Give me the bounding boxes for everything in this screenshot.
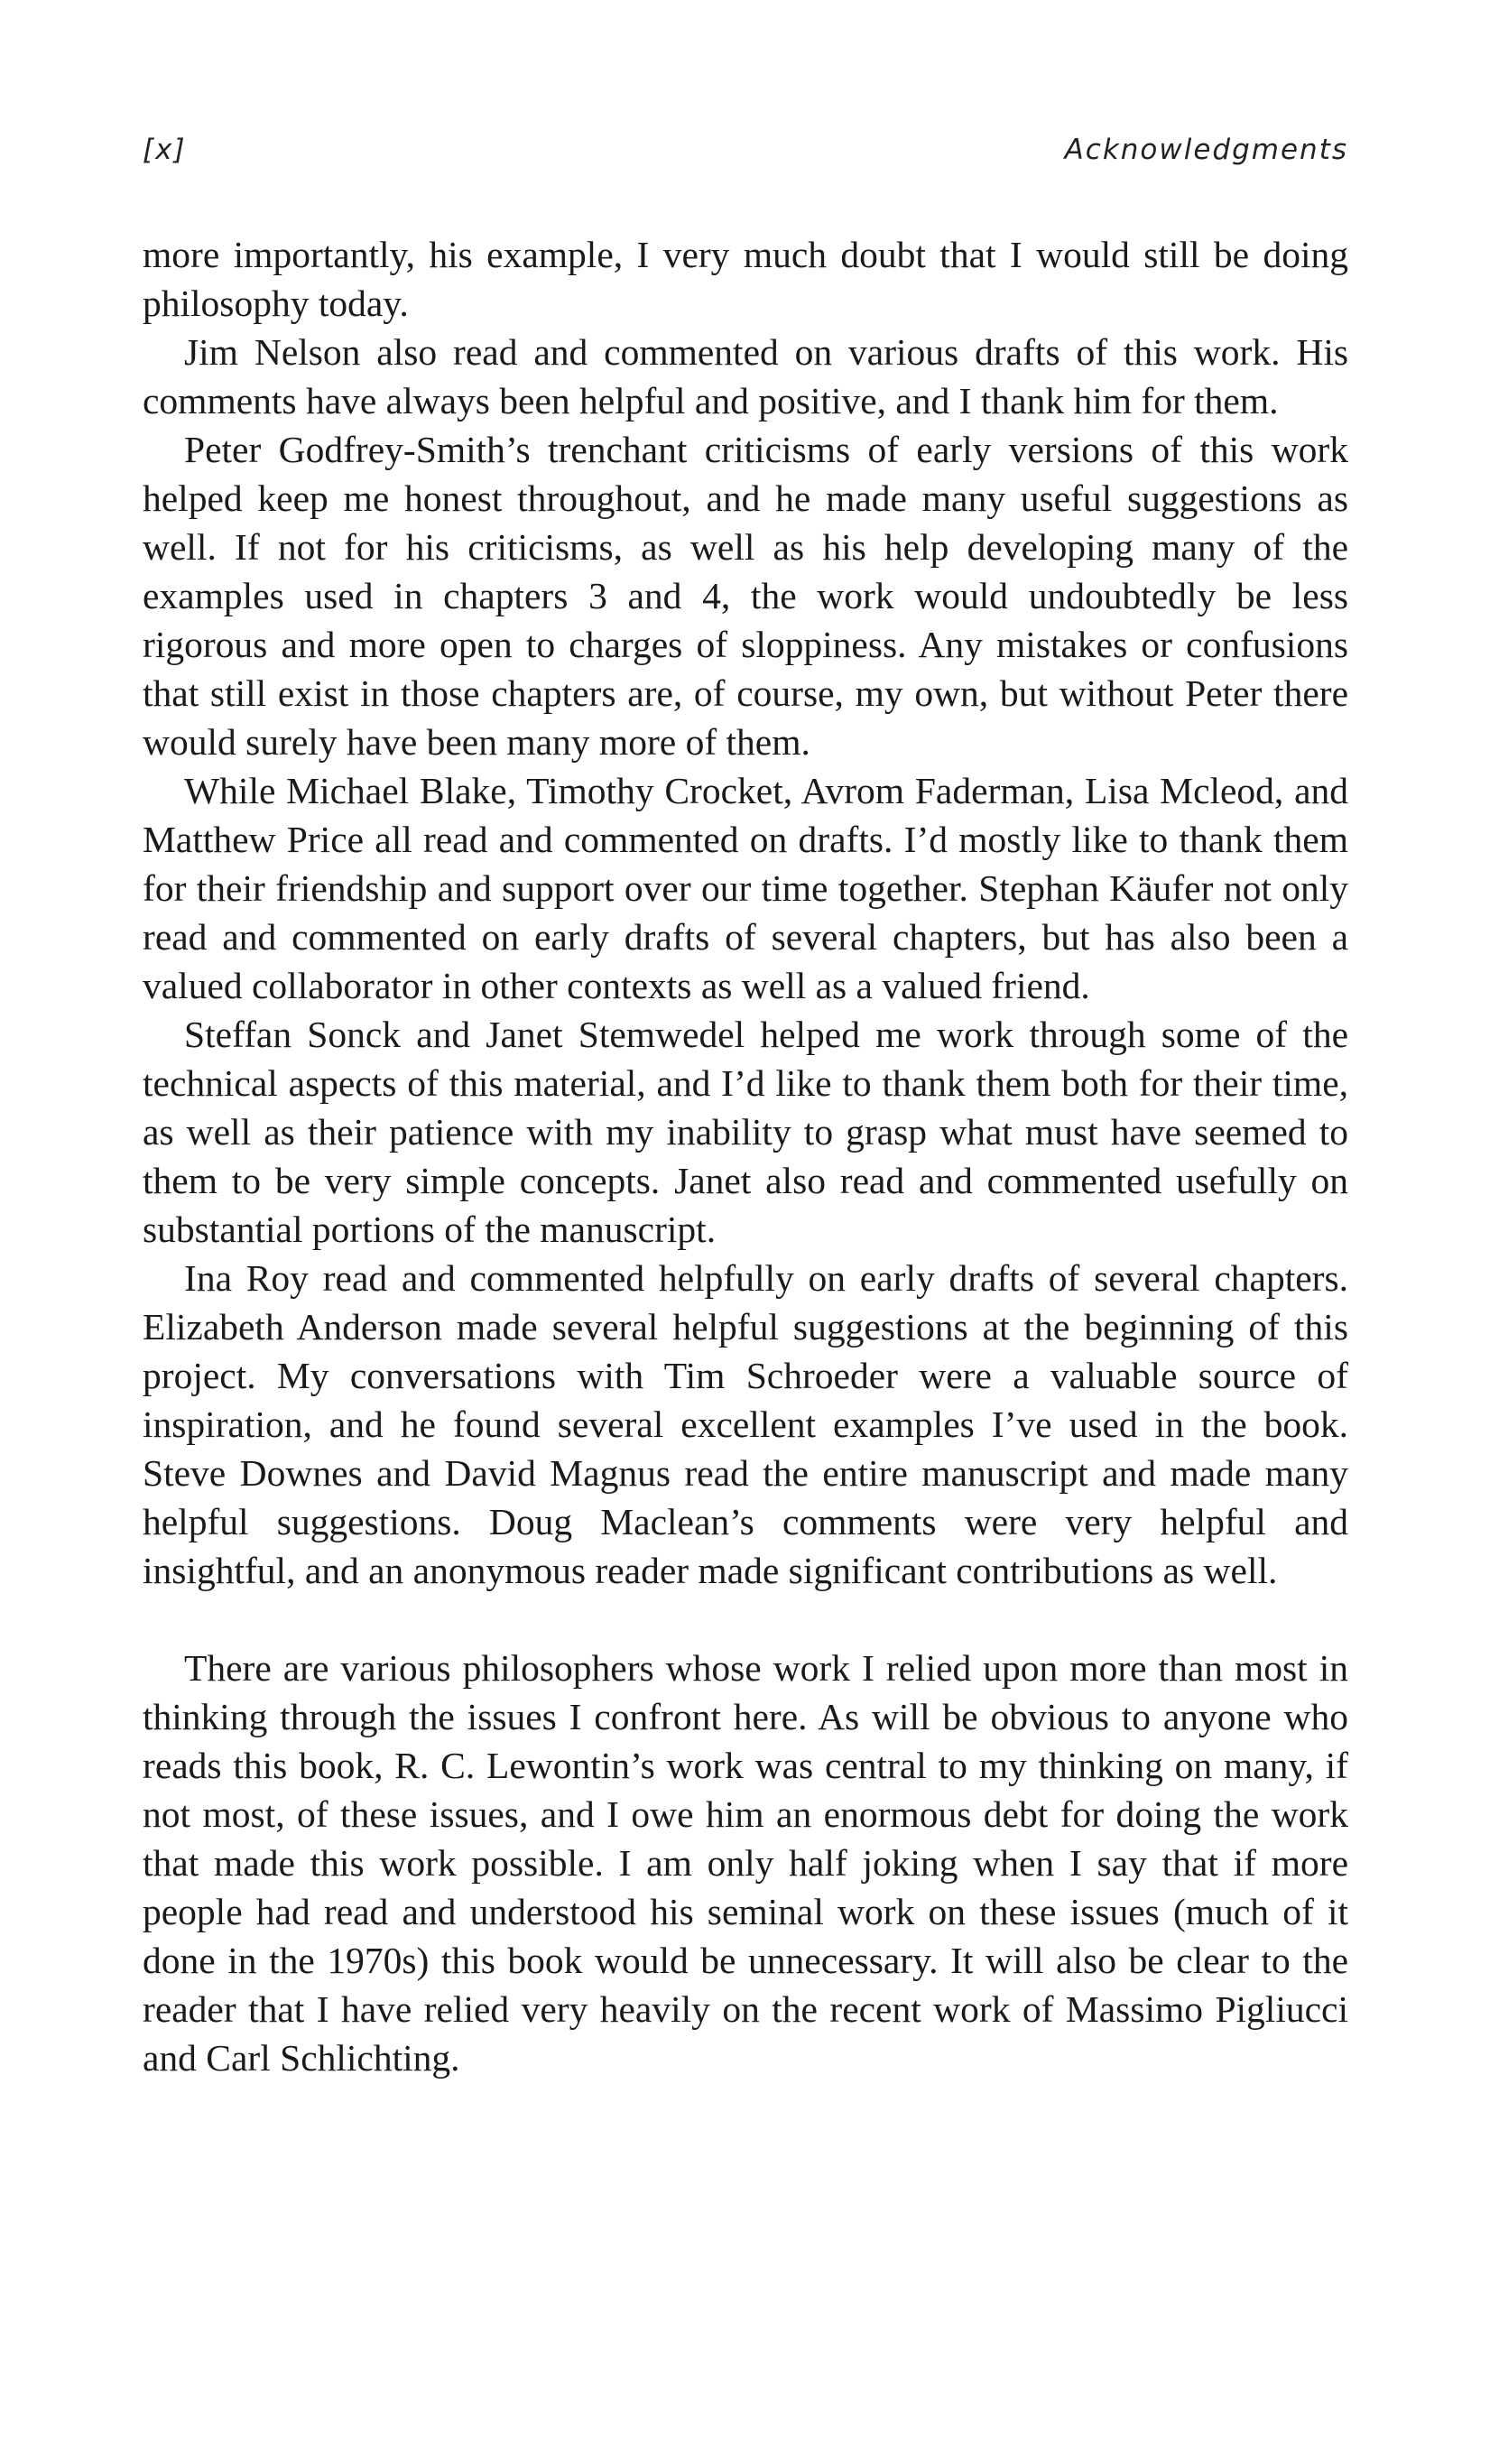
running-header — [143, 134, 1348, 179]
paragraph-readers: Ina Roy read and commented helpfully on early drafts of several chapters. Elizabeth Anderson made several helpful suggestions at the beginning of this project. My conversations with Tim Schroeder were a valuable source of inspiration, and he found several excellent examples I’ve used in the book. Steve Downes and David Magnus read the entire manuscript and made many helpful suggestions. Doug Maclean’s comments were very helpful and insightful, and an anonymous reader made significant contributions as well. — [143, 1257, 1348, 1591]
paragraph-peter-godfrey-smith: Peter Godfrey-Smith’s trenchant criticisms of early versions of this work helped keep me honest throughout, and he made many useful suggestions as well. If not for his criticisms, as well as his help developing many of the examples used in chapters 3 and 4, the work would undoubtedly be less rigorous and more open to charges of sloppiness. Any mistakes or confusions that still exist in those chapters are, of course, my own, but without Peter there would surely have been many more of them. — [143, 429, 1348, 763]
paragraph-influences: There are various philosophers whose work I relied upon more than most in thinking through the issues I confront here. As will be obvious to anyone who reads this book, R. C. Lewontin’s work was central to my thinking on many, if not most, of these issues, and I owe him an enormous debt for doing the work that made this work possible. I am only half joking when I say that if more people had read and understood his seminal work on these issues (much of it done in the 1970s) this book would be unnecessary. It will also be clear to the reader that I have relied very heavily on the recent work of Massimo Pigliucci and Carl Schlichting. — [143, 1647, 1348, 2079]
paragraph-sonck-stemwedel: Steffan Sonck and Janet Stemwedel helped me work through some of the technical aspects of this material, and I’d like to thank them both for their time, as well as their patience with my inability to grasp what must have seemed to them to be very simple concepts. Janet also read and commented usefully on substantial portions of the manuscript. — [143, 1014, 1348, 1250]
paragraph-jim-nelson: Jim Nelson also read and commented on various drafts of this work. His comments have always been helpful and positive, and I thank him for them. — [143, 331, 1348, 421]
paragraph-continuation: more importantly, his example, I very much doubt that I would still be doing philosophy today. — [143, 234, 1348, 324]
running-title: Acknowledgments — [1064, 134, 1348, 166]
paragraph-friends: While Michael Blake, Timothy Crocket, Avrom Faderman, Lisa Mcleod, and Matthew Price all read and commented on drafts. I’d mostly like to thank them for their friendship and support over our time together. Stephan Käufer not only read and commented on early drafts of several chapters, but has also been a valued collaborator in other contexts as well as a valued friend. — [143, 770, 1348, 1006]
body-text — [143, 230, 1348, 2082]
page-number: [x] — [143, 134, 187, 166]
